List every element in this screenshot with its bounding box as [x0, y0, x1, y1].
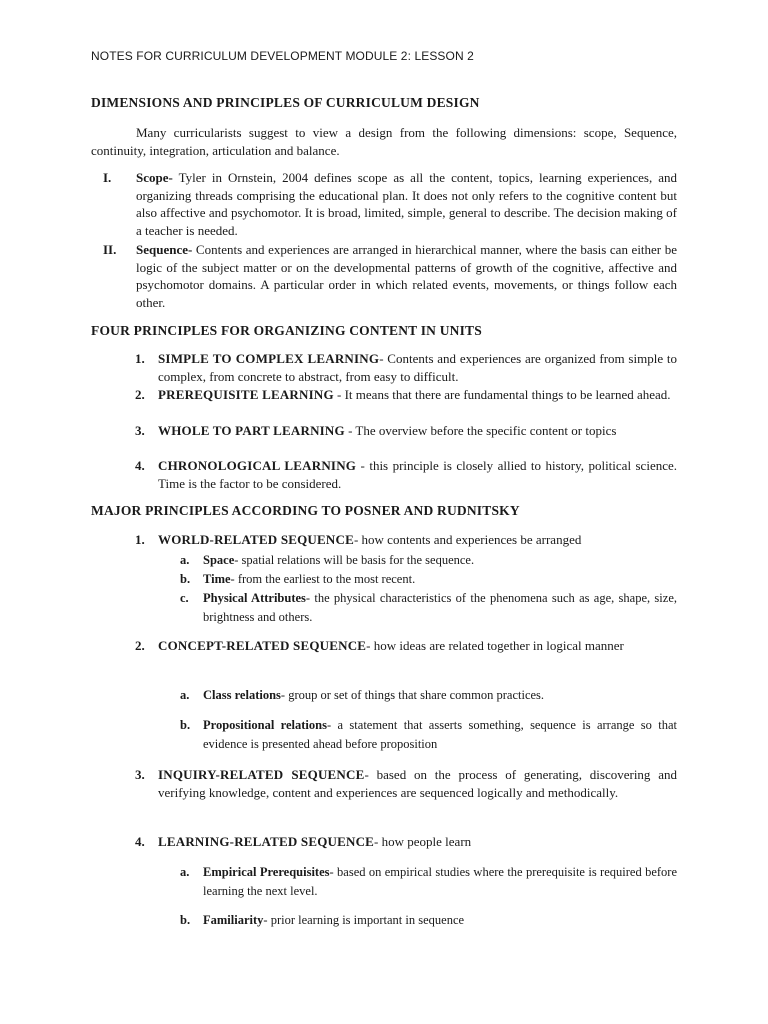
sub-item-label: Space — [203, 553, 235, 567]
principle-label: WHOLE TO PART LEARNING — [158, 423, 345, 438]
sub-item-text — [203, 589, 677, 627]
major-principle-body: - based on the process of generating, discovering and verifying knowledge, content and experiences are sequenced logically and methodically. — [158, 767, 677, 800]
principle-label: PREREQUISITE LEARNING — [158, 387, 334, 402]
sub-item-body: - from the earliest to the most recent. — [230, 572, 416, 586]
principle-number: 4. — [135, 458, 145, 473]
dimension-text — [136, 241, 677, 311]
major-principle-body: - how ideas are related together in logical manner — [366, 638, 624, 653]
dimension-number: I. — [103, 170, 112, 185]
principle-text — [158, 350, 677, 386]
major-principle-text — [158, 766, 677, 802]
major-principle-label: WORLD-RELATED SEQUENCE — [158, 532, 354, 547]
section-heading-four-principles: FOUR PRINCIPLES FOR ORGANIZING CONTENT IN UNITS — [91, 323, 482, 338]
sub-item — [91, 551, 677, 570]
sub-item-label: Propositional relations — [203, 718, 327, 732]
sub-item — [91, 863, 677, 901]
major-principle-number: 3. — [135, 767, 145, 782]
major-principle-item — [91, 637, 677, 655]
principle-body: - this principle is closely allied to history, political science. Time is the factor to be considered. — [158, 458, 677, 491]
principle-number: 1. — [135, 351, 145, 366]
dimension-text — [136, 169, 677, 239]
dimension-body: Tyler in Ornstein, 2004 defines scope as all the content, topics, learning experiences, and organizing threads comprising the educational plan. It does not only refers to the cognitive content but also affective and psychomotor. It is broad, limited, simple, general to describe. The decision making of a teacher is needed. — [136, 170, 677, 238]
dimension-item — [91, 241, 677, 311]
principle-item — [91, 422, 677, 440]
major-principle-body: - how contents and experiences be arranged — [353, 532, 582, 547]
sub-item-letter: b. — [180, 913, 191, 927]
sub-item-letter: a. — [180, 688, 190, 702]
sub-item-text — [203, 686, 677, 705]
sub-item-body: - based on empirical studies where the prerequisite is required before learning the next level. — [203, 865, 677, 898]
sub-item — [91, 686, 677, 705]
principle-body: - The overview before the specific content or topics — [344, 423, 617, 438]
sub-item-letter: a. — [180, 553, 190, 567]
sub-item-label: Empirical Prerequisites — [203, 865, 330, 879]
sub-item-label: Physical Attributes — [203, 591, 306, 605]
principle-body: - Contents and experiences are organized from simple to complex, from concrete to abstract, from easy to difficult. — [158, 351, 677, 384]
principle-label: SIMPLE TO COMPLEX LEARNING — [158, 351, 380, 366]
major-principle-body: - how people learn — [374, 834, 472, 849]
sub-item — [91, 716, 677, 754]
principle-item — [91, 350, 677, 386]
sub-item-text — [203, 863, 677, 901]
principle-text — [158, 457, 677, 493]
principle-item — [91, 386, 677, 404]
major-principle-number: 2. — [135, 638, 145, 653]
principle-text — [158, 422, 677, 440]
sub-item-letter: b. — [180, 718, 191, 732]
sub-item-label: Familiarity — [203, 913, 264, 927]
sub-item-body: - a statement that asserts something, sequence is arrange so that evidence is presented ahead before proposition — [203, 718, 678, 751]
major-principle-text — [158, 833, 677, 851]
major-principle-item — [91, 766, 677, 802]
principle-text — [158, 386, 677, 404]
document-title: DIMENSIONS AND PRINCIPLES OF CURRICULUM DESIGN — [91, 95, 480, 110]
sub-item-letter: c. — [180, 591, 189, 605]
sub-item-text — [203, 716, 677, 754]
principle-label: CHRONOLOGICAL LEARNING — [158, 458, 357, 473]
major-principle-text — [158, 637, 677, 655]
sub-item-text — [203, 570, 677, 589]
dimension-item — [91, 169, 677, 239]
intro-paragraph: Many curricularists suggest to view a design from the following dimensions: scope, Sequence, continuity, integration, articulation and balance. — [91, 125, 677, 158]
major-principle-label: INQUIRY-RELATED SEQUENCE — [158, 767, 365, 782]
sub-item — [91, 570, 677, 589]
sub-item — [91, 911, 677, 930]
major-principle-label: CONCEPT-RELATED SEQUENCE — [158, 638, 367, 653]
major-principle-item — [91, 531, 677, 549]
major-principle-number: 4. — [135, 834, 145, 849]
sub-item-body: - spatial relations will be basis for the sequence. — [234, 553, 475, 567]
dimension-label: Sequence- — [136, 242, 193, 257]
page-header: NOTES FOR CURRICULUM DEVELOPMENT MODULE 2: LESSON 2 — [91, 49, 474, 63]
principle-number: 2. — [135, 387, 145, 402]
sub-item-label: Time — [203, 572, 231, 586]
sub-item-body: - prior learning is important in sequence — [263, 913, 465, 927]
sub-item-text — [203, 911, 677, 930]
sub-item-letter: a. — [180, 865, 190, 879]
major-principle-text — [158, 531, 677, 549]
sub-item-body: - the physical characteristics of the phenomena such as age, shape, size, brightness and others. — [203, 591, 677, 624]
major-principle-item — [91, 833, 677, 851]
sub-item-text — [203, 551, 677, 570]
sub-item-label: Class relations — [203, 688, 281, 702]
dimension-body: Contents and experiences are arranged in hierarchical manner, where the basis can either be logic of the subject matter or on the developmental patterns of growth of the cognitive, affective and psychomotor domains. A particular order in which related events, movements, or things follow each other. — [136, 242, 677, 310]
dimension-label: Scope- — [136, 170, 173, 185]
section-heading-major-principles: MAJOR PRINCIPLES ACCORDING TO POSNER AND RUDNITSKY — [91, 503, 520, 518]
sub-item-letter: b. — [180, 572, 191, 586]
principle-number: 3. — [135, 423, 145, 438]
principle-body: - It means that there are fundamental things to be learned ahead. — [333, 387, 671, 402]
principle-item — [91, 457, 677, 493]
dimension-number: II. — [103, 242, 117, 257]
major-principle-label: LEARNING-RELATED SEQUENCE — [158, 834, 375, 849]
sub-item — [91, 589, 677, 627]
major-principle-number: 1. — [135, 532, 145, 547]
sub-item-body: - group or set of things that share common practices. — [280, 688, 545, 702]
